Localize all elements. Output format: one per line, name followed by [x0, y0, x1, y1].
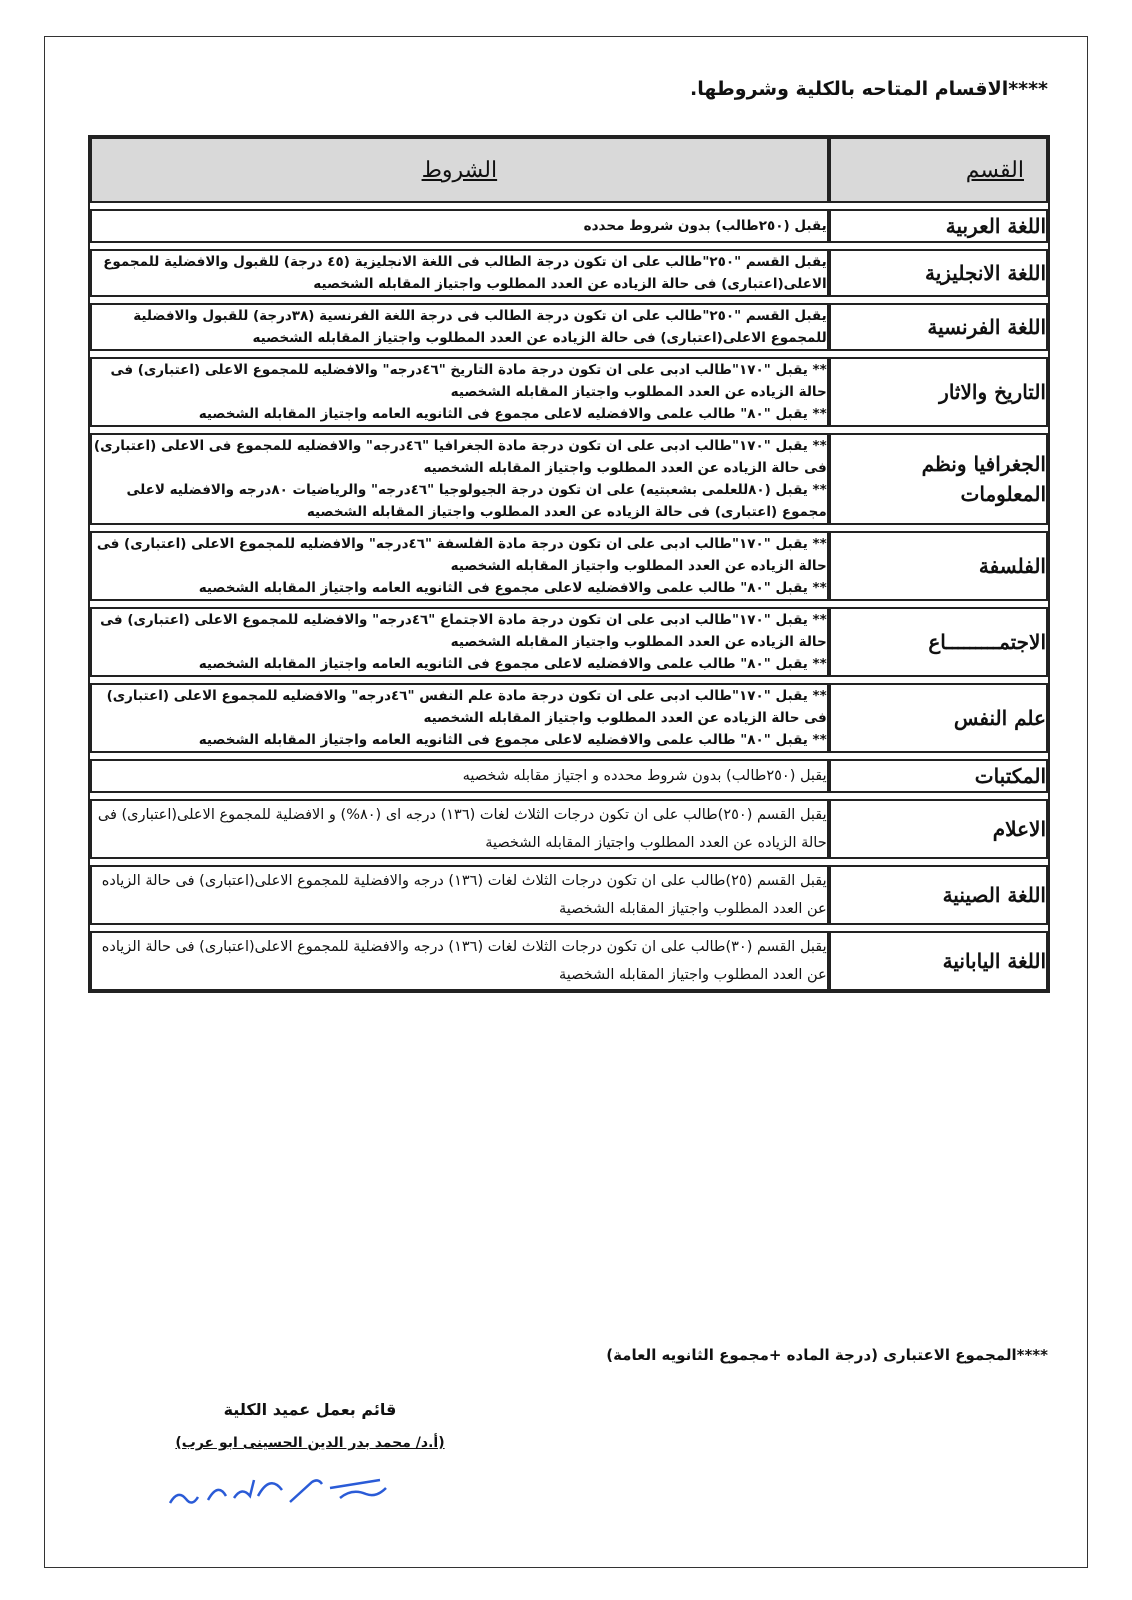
table-row: [90, 249, 1048, 297]
department-name: الفلسفة: [829, 531, 1048, 601]
department-name: اللغة الفرنسية: [829, 303, 1048, 351]
condition-text: ** يقبل "٨٠" طالب علمى والافضليه لاعلى مجموع فى الثانويه العامه واجتياز المقابله الشخصيه: [198, 406, 827, 422]
department-conditions: [90, 759, 829, 793]
department-conditions: [90, 433, 829, 525]
department-name: اللغة اليابانية: [829, 931, 1048, 991]
department-name: الجغرافيا ونظم المعلومات: [829, 433, 1048, 525]
signatory-title: قائم بعمل عميد الكلية: [223, 1400, 397, 1419]
department-conditions: [90, 249, 829, 297]
table-row: [90, 209, 1048, 243]
department-name: الاجتمـــــــــاع: [829, 607, 1048, 677]
table-row: [90, 357, 1048, 427]
department-conditions: [90, 209, 829, 243]
department-conditions: [90, 799, 829, 859]
table-row: [90, 683, 1048, 753]
condition-text: ** يقبل "١٧٠"طالب ادبى على ان تكون درجة مادة الفلسفة "٤٦درجه" والافضليه للمجموع الاعلى (اعتبارى) فى حالة الزياده عن العدد المطلوب واجتياز المقابله الشخصيه: [96, 536, 827, 574]
department-conditions: [90, 931, 829, 991]
condition-text: ** يقبل (٨٠للعلمى بشعبتيه) على ان تكون درجة الجيولوجيا "٤٦درجه" والرياضيات ٨٠درجه والافضليه لاعلى مجموع (اعتبارى) فى حالة الزياده عن العدد المطلوب واجتياز المقابله الشخصيه: [126, 482, 827, 520]
table-row: [90, 759, 1048, 793]
department-name: اللغة الانجليزية: [829, 249, 1048, 297]
condition-text: يقبل القسم (٣٠)طالب على ان تكون درجات الثلاث لغات (١٣٦) درجه والافضلية للمجموع الاعلى(اعتبارى) فى حالة الزياده عن العدد المطلوب واجتياز المقابله الشخصية: [101, 939, 827, 983]
conditions-column-header: الشروط: [90, 137, 829, 203]
table-header-row: [90, 137, 1048, 203]
condition-text: ** يقبل "١٧٠"طالب ادبى على ان تكون درجة مادة الاجتماع "٤٦درجه" والافضليه للمجموع الاعلى (اعتبارى) فى حالة الزياده عن العدد المطلوب واجتياز المقابله الشخصيه: [100, 612, 827, 650]
table-row: [90, 607, 1048, 677]
condition-text: ** يقبل "٨٠" طالب علمى والافضليه لاعلى مجموع فى الثانويه العامه واجتياز المقابله الشخصيه: [198, 656, 827, 672]
department-conditions: [90, 683, 829, 753]
table-row: [90, 433, 1048, 525]
department-name: اللغة الصينية: [829, 865, 1048, 925]
condition-text: يقبل (٢٥٠طالب) بدون شروط محدده و اجتياز مقابله شخصيه: [462, 768, 827, 784]
condition-text: يقبل القسم "٢٥٠"طالب على ان تكون درجة الطالب فى اللغة الانجليزية (٤٥ درجة) للقبول والافضلية للمجموع الاعلى(اعتبارى) فى حالة الزياده عن العدد المطلوب واجتياز المقابله الشخصيه: [103, 254, 827, 292]
signatory-name: (أ.د/ محمد بدر الدين الحسينى ابو عرب): [175, 1435, 445, 1451]
handwritten-signature: [150, 1458, 430, 1518]
department-conditions: [90, 303, 829, 351]
table-row: [90, 931, 1048, 991]
table-row: [90, 799, 1048, 859]
condition-text: ** يقبل "٨٠" طالب علمى والافضليه لاعلى مجموع فى الثانويه العامه واجتياز المقابله الشخصيه: [198, 580, 827, 596]
department-name: التاريخ والاثار: [829, 357, 1048, 427]
department-conditions: [90, 531, 829, 601]
page-title: ****الاقسام المتاحه بالكلية وشروطها.: [690, 78, 1048, 100]
department-name: المكتبات: [829, 759, 1048, 793]
condition-text: يقبل القسم "٢٥٠"طالب على ان تكون درجة الطالب فى درجة اللغة الفرنسية (٣٨درجة) للقبول والافضلية للمجموع الاعلى(اعتبارى) فى حالة الزياده عن العدد المطلوب واجتياز المقابله الشخصيه: [133, 308, 827, 346]
department-conditions: [90, 865, 829, 925]
departments-table: [88, 135, 1050, 993]
condition-text: يقبل (٢٥٠طالب) بدون شروط محدده: [583, 218, 827, 234]
condition-text: ** يقبل "٨٠" طالب علمى والافضليه لاعلى مجموع فى الثانويه العامه واجتياز المقابله الشخصيه: [198, 732, 827, 748]
department-name: علم النفس: [829, 683, 1048, 753]
condition-text: يقبل القسم (٢٥)طالب على ان تكون درجات الثلاث لغات (١٣٦) درجه والافضلية للمجموع الاعلى(اعتبارى) فى حالة الزياده عن العدد المطلوب واجتياز المقابله الشخصية: [101, 873, 827, 917]
signature-block: [120, 1400, 500, 1451]
department-name: الاعلام: [829, 799, 1048, 859]
condition-text: ** يقبل "١٧٠"طالب ادبى على ان تكون درجة مادة التاريخ "٤٦درجه" والافضليه للمجموع الاعلى (اعتبارى) فى حالة الزياده عن العدد المطلوب واجتياز المقابله الشخصيه: [110, 362, 827, 400]
table-row: [90, 303, 1048, 351]
footnote: ****المجموع الاعتبارى (درجة الماده +مجموع الثانويه العامة): [606, 1346, 1048, 1364]
department-name: اللغة العربية: [829, 209, 1048, 243]
department-conditions: [90, 357, 829, 427]
table-row: [90, 865, 1048, 925]
condition-text: يقبل القسم (٢٥٠)طالب على ان تكون درجات الثلاث لغات (١٣٦) درجه اى (٨٠%) و الافضلية للمجموع الاعلى(اعتبارى) فى حالة الزياده عن العدد المطلوب واجتياز المقابله الشخصية: [97, 807, 827, 851]
table-row: [90, 531, 1048, 601]
condition-text: ** يقبل "١٧٠"طالب ادبى على ان تكون درجة مادة الجغرافيا "٤٦درجه" والافضليه للمجموع فى الاعلى (اعتبارى) فى حالة الزياده عن العدد المطلوب واجتياز المقابله الشخصيه: [93, 438, 827, 476]
department-conditions: [90, 607, 829, 677]
condition-text: ** يقبل "١٧٠"طالب ادبى على ان تكون درجة مادة علم النفس "٤٦درجه" والافضليه للمجموع الاعلى (اعتبارى) فى حالة الزياده عن العدد المطلوب واجتياز المقابله الشخصيه: [106, 688, 827, 726]
department-column-header: القسم: [829, 137, 1048, 203]
